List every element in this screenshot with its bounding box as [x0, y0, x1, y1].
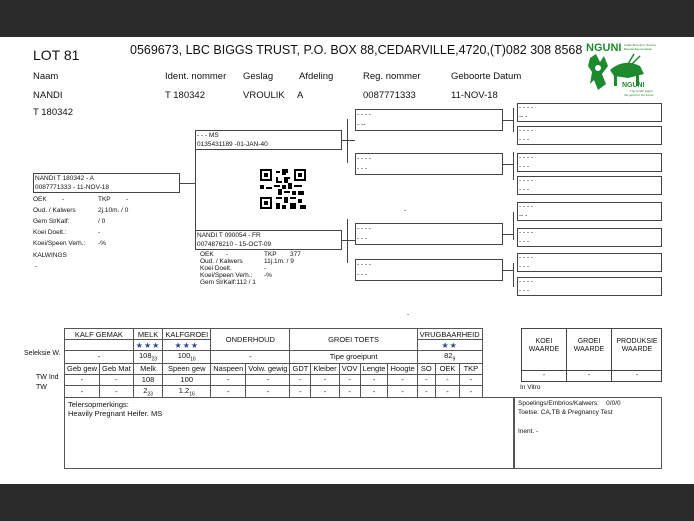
col-melk: Melk — [133, 363, 163, 374]
table-cell: - — [460, 385, 483, 398]
koei-waarde-value: - — [542, 372, 546, 379]
animal-birthdate: 11-NOV-18 — [451, 90, 498, 101]
dam-line2: 0074876210 - 15-OCT-09 — [197, 241, 272, 248]
ggp-box-2 — [517, 126, 662, 145]
table-cell: - — [211, 385, 246, 398]
table-cell: - — [388, 374, 417, 385]
table-cell: - — [211, 374, 246, 385]
twind-label: TW Ind — [36, 374, 59, 381]
gp3-line2: - - - — [357, 235, 368, 242]
ggp-box-1 — [517, 103, 662, 122]
col-oek: OEK — [435, 363, 459, 374]
sire-line2: 0135431189 -01-JAN-40 — [197, 141, 268, 148]
table-cell: - — [339, 374, 360, 385]
self-age-label: Oud. / Kalwers — [33, 207, 76, 214]
logo-text: NGUNI — [586, 42, 622, 54]
table-cell: - — [100, 374, 134, 385]
tests-box — [514, 397, 662, 469]
ggp1-line2: -- - — [519, 113, 528, 120]
sire-box — [195, 130, 342, 150]
produksie-waarde-value: - — [635, 372, 639, 379]
self-speen-label: Koei/Speen Verh.: — [33, 240, 86, 247]
breeder-remarks-box — [64, 397, 514, 469]
koei-waarde-header: KOEI WAARDE — [528, 338, 560, 353]
col-so: SO — [417, 363, 435, 374]
ggp-box-3 — [517, 153, 662, 172]
table-cell: - — [65, 385, 100, 398]
ggp3-line1: - - - - — [519, 154, 534, 161]
gp1-line1: - - - - — [357, 111, 372, 118]
animal-division: A — [297, 90, 304, 101]
col-vov: VOV — [339, 363, 360, 374]
dam-oek-value: - — [226, 251, 229, 258]
kg-blank — [65, 340, 134, 351]
lot-number: LOT 81 — [33, 47, 80, 63]
dam-oek-label: OEK — [200, 251, 214, 258]
ggp6-line1: - - - - — [519, 229, 534, 236]
grandparent-box-2 — [355, 153, 503, 175]
ggp7-line1: - - - - — [519, 254, 534, 261]
logo-sub5: the good for the future — [624, 93, 654, 97]
table-cell: 100 — [163, 374, 211, 385]
seleksie-label: Seleksie W. — [24, 350, 61, 357]
ggp4-line2: - - - — [519, 186, 530, 193]
animal-tattoo: T 180342 — [33, 107, 73, 118]
seleksie-ond: - — [211, 351, 290, 364]
gp4-line2: - - - — [357, 271, 368, 278]
table-cell: - — [460, 374, 483, 385]
ggp6-line2: - - - — [519, 238, 530, 245]
melk-stars: ★★★ — [133, 340, 163, 351]
gp4-line1: - - - - — [357, 261, 372, 268]
ggp8-line1: - - - - — [519, 278, 534, 285]
animal-sex: VROULIK — [243, 90, 285, 101]
col-volw-gewig: Volw. gewig — [246, 363, 290, 374]
table-cell: 108 — [133, 374, 163, 385]
kalwings-label: KALWINGS — [33, 252, 67, 259]
seleksie-vrug: $82_9$ — [417, 351, 482, 364]
tw-label: TW — [36, 384, 47, 391]
header-geslag: Geslag — [243, 71, 274, 82]
vrug-stars: ★★ — [417, 340, 482, 351]
gp3-line1: - - - - — [357, 225, 372, 232]
dam-doelt-label: Koei Doelt. — [200, 265, 232, 272]
ggp2-line1: - - - - — [519, 127, 534, 134]
col-kleiber: Kleiber — [311, 363, 339, 374]
kalf-stars: ★★★ — [163, 340, 211, 351]
remarks-label: Telersopmerkings: — [68, 400, 129, 409]
self-speen-value: -% — [98, 240, 106, 247]
misc-dash-2: - — [407, 311, 410, 318]
self-doelt-label: Koei Doelt.: — [33, 229, 67, 236]
table-cell: - — [435, 385, 459, 398]
self-line1: NANDI T 180342 - A — [35, 175, 95, 182]
dam-gem: Gem Sl/Kalf:112 / 1 — [200, 279, 256, 286]
ggp-box-8 — [517, 277, 662, 296]
grp-kalf-gemak: KALF GEMAK — [65, 329, 134, 340]
nguni-logo — [584, 40, 658, 100]
grandparent-box-4 — [355, 259, 503, 281]
groei-waarde-header: GROEI WAARDE — [573, 338, 605, 353]
gp1-line2: - -- — [357, 121, 366, 128]
col-geb-gew: Geb gew — [65, 363, 100, 374]
ggp4-line1: - - - - — [519, 177, 534, 184]
logo-sub1: Cattle Breeders' Society — [624, 43, 657, 47]
header-ident: Ident. nommer — [165, 71, 227, 82]
ggp5-line1: - - - - — [519, 203, 534, 210]
table-cell: - — [360, 374, 388, 385]
groei-waarde-value: - — [587, 372, 591, 379]
header-afdeling: Afdeling — [299, 71, 334, 82]
produksie-waarde-header: PRODUKSIE WAARDE — [616, 338, 658, 353]
ggp8-line2: - - - — [519, 287, 530, 294]
flushes-line: Spoelings/Embrios/Kalwers: 0/0/0 — [518, 400, 621, 407]
grp-onderhoud: ONDERHOUD — [211, 329, 290, 351]
table-cell: - — [339, 385, 360, 398]
dam-tkp-label: TKP — [264, 251, 277, 258]
table-cell: $1.2_{16}$ — [163, 385, 211, 398]
table-cell: - — [388, 385, 417, 398]
kalwings-value: - — [35, 263, 38, 270]
tests-line: Toetse: CA,TB & Pregnancy Test — [518, 409, 613, 416]
qr-code — [260, 169, 306, 209]
dam-line1: NANDI T 090054 - FR — [197, 232, 261, 239]
table-cell: - — [435, 374, 459, 385]
ggp1-line1: - - - - — [519, 104, 534, 111]
grp-groei-toets: GROEI TOETS — [290, 329, 417, 351]
ggp7-line2: - - - — [519, 263, 530, 270]
dam-box — [195, 230, 342, 250]
self-oek-label: OEK — [33, 196, 47, 203]
remarks-text: Heavily Pregnant Heifer. MS — [68, 409, 163, 418]
header-naam: Naam — [33, 71, 59, 82]
col-gdt: GDT — [290, 363, 311, 374]
ggp-box-5 — [517, 202, 662, 221]
owner-info: 0569673, LBC BIGGS TRUST, P.O. BOX 88,CEDARVILLE,4720,(T)082 308 8568 — [130, 43, 583, 57]
col-naspeen: Naspeen — [211, 363, 246, 374]
col-lengte: Lengte — [360, 363, 388, 374]
ggp-box-6 — [517, 228, 662, 247]
dam-doelt-value: - — [264, 265, 267, 272]
ggp2-line2: - - - — [519, 136, 530, 143]
misc-dash: - — [404, 207, 407, 214]
grp-vrugbaarheid: VRUGBAARHEID — [417, 329, 482, 340]
dam-tkp-value: 377 — [290, 251, 301, 258]
table-cell: - — [246, 374, 290, 385]
tw-row — [65, 385, 483, 398]
dam-speen-value: -% — [264, 272, 272, 279]
self-line2: 0087771333 - 11-NOV-18 — [35, 184, 109, 191]
table-cell: - — [100, 385, 134, 398]
ggp-box-4 — [517, 176, 662, 195]
logo-sub4: The Smart Nguni — [630, 89, 653, 93]
lot-page — [0, 37, 694, 484]
table-cell: - — [311, 385, 339, 398]
grandparent-box-3 — [355, 223, 503, 245]
gp2-line1: - - - - — [357, 155, 372, 162]
self-pedigree-box — [33, 173, 180, 193]
self-doelt-value: - — [98, 229, 101, 236]
table-cell: - — [360, 385, 388, 398]
col-speen-gew: Speen gew — [163, 363, 211, 374]
grandparent-box-1 — [355, 109, 503, 131]
table-cell: - — [65, 374, 100, 385]
logo-sub3: NGUNI — [622, 82, 645, 89]
grp-melk: MELK — [133, 329, 163, 340]
dam-age-value: 11j.1m. / 9 — [264, 258, 294, 265]
self-gem-value: / 0 — [98, 218, 106, 225]
table-cell: - — [311, 374, 339, 385]
dam-speen-label: Koei/Speen Verh.: — [200, 272, 253, 279]
self-tkp-value: - — [126, 196, 129, 203]
ggp3-line2: - - - — [519, 163, 530, 170]
table-cell: - — [290, 385, 311, 398]
logo-sub2: Beesteeltgenootskap — [624, 47, 653, 51]
table-cell: - — [246, 385, 290, 398]
in-vitro-label: In Vitro — [520, 384, 541, 391]
animal-ident: T 180342 — [165, 90, 205, 101]
inent-line: Inent. - — [518, 428, 539, 435]
col-hoogte: Hoogte — [388, 363, 417, 374]
seleksie-melk: $108_{23}$ — [133, 351, 163, 364]
grp-kalfgroei: KALFGROEI — [163, 329, 211, 340]
table-cell: - — [417, 374, 435, 385]
gp2-line2: - - - — [357, 165, 368, 172]
header-geboorte: Geboorte Datum — [451, 71, 522, 82]
self-oek-value: - — [62, 196, 65, 203]
animal-name: NANDI — [33, 90, 63, 101]
self-gem-label: Gem Sl/Kalf: — [33, 218, 70, 225]
col-tkp: TKP — [460, 363, 483, 374]
table-cell: - — [417, 385, 435, 398]
twind-row — [65, 374, 483, 385]
performance-table — [64, 328, 483, 398]
self-age-value: 2j.10m. / 0 — [98, 207, 129, 214]
sire-line1: - - - MS — [197, 132, 219, 139]
dam-age-label: Oud. / Kalwers — [200, 258, 243, 265]
seleksie-groei: Tipe groeipunt — [290, 351, 417, 364]
col-geb-mat: Geb Mat — [100, 363, 134, 374]
table-cell: $2_{23}$ — [133, 385, 163, 398]
seleksie-kalf: $100_{16}$ — [163, 351, 211, 364]
seleksie-kg: - — [65, 351, 134, 364]
table-cell: - — [290, 374, 311, 385]
header-reg: Reg. nommer — [363, 71, 421, 82]
animal-reg: 0087771333 — [363, 90, 416, 101]
ggp5-line2: -- - — [519, 212, 528, 219]
self-tkp-label: TKP — [98, 196, 111, 203]
ggp-box-7 — [517, 253, 662, 272]
